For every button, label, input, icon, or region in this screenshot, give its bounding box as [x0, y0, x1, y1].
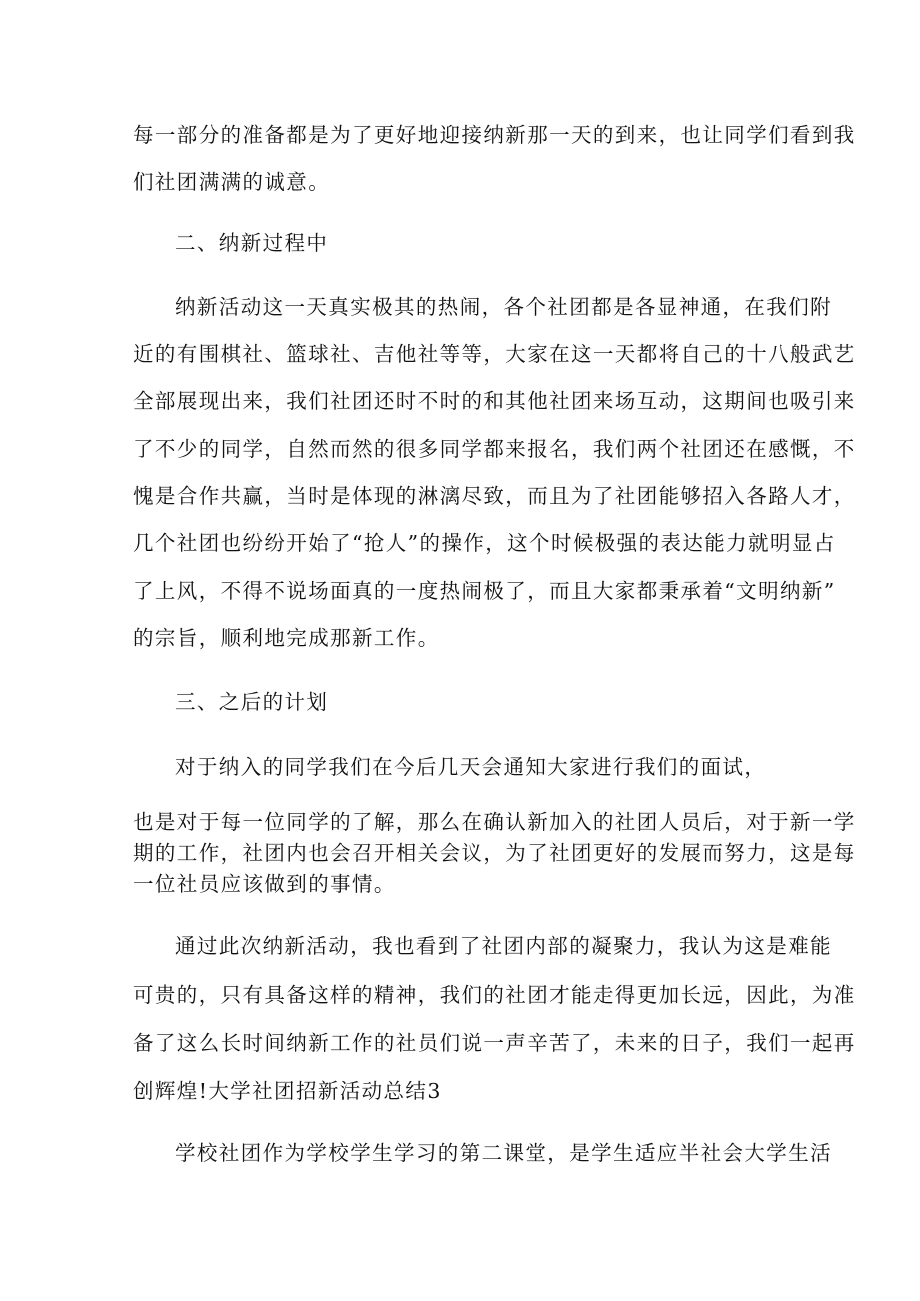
paragraph-line: 可贵的，只有具备这样的精神，我们的社团才能走得更加长远，因此，为准	[133, 983, 856, 1007]
paragraph-line: 期的工作，社团内也会召开相关会议，为了社团更好的发展而努力，这是每	[133, 841, 856, 865]
paragraph-line: 愧是合作共赢，当时是体现的淋漓尽致，而且为了社团能够招入各路人才，	[133, 484, 856, 508]
paragraph-line: 对于纳入的同学我们在今后几天会通知大家进行我们的面试，	[175, 755, 767, 779]
paragraph-line: 通过此次纳新活动，我也看到了社团内部的凝聚力，我认为这是难能	[175, 934, 832, 958]
paragraph-line: 一位社员应该做到的事情。	[133, 872, 396, 896]
paragraph-line: 们社团满满的诚意。	[133, 170, 331, 194]
paragraph-line: 纳新活动这一天真实极其的热闹，各个社团都是各显神通，在我们附	[175, 295, 832, 319]
paragraph-line: 全部展现出来，我们社团还时不时的和其他社团来场互动，这期间也吸引来	[133, 389, 856, 413]
paragraph-line: 了上风，不得不说场面真的一度热闹极了，而且大家都秉承着“文明纳新”	[133, 579, 836, 603]
paragraph-line: 近的有围棋社、篮球社、吉他社等等，大家在这一天都将自己的十八般武艺	[133, 342, 856, 366]
paragraph-line: 的宗旨，顺利地完成那新工作。	[133, 626, 440, 650]
paragraph-line: 几个社团也纷纷开始了“抢人”的操作，这个时候极强的表达能力就明显占	[133, 531, 836, 555]
paragraph-line: 每一部分的准备都是为了更好地迎接纳新那一天的到来，也让同学们看到我	[133, 123, 856, 147]
paragraph-line: 了不少的同学，自然而然的很多同学都来报名，我们两个社团还在感慨，不	[133, 437, 856, 461]
section-heading: 三、之后的计划	[175, 690, 329, 714]
paragraph-line: 学校社团作为学校学生学习的第二课堂，是学生适应半社会大学生活	[175, 1141, 832, 1165]
section-heading: 二、纳新过程中	[175, 231, 329, 255]
paragraph-line: 创辉煌!大学社团招新活动总结3	[133, 1079, 442, 1103]
paragraph-line: 也是对于每一位同学的了解，那么在确认新加入的社团人员后，对于新一学	[133, 810, 856, 834]
paragraph-line: 备了这么长时间纳新工作的社员们说一声辛苦了，未来的日子，我们一起再	[133, 1031, 856, 1055]
